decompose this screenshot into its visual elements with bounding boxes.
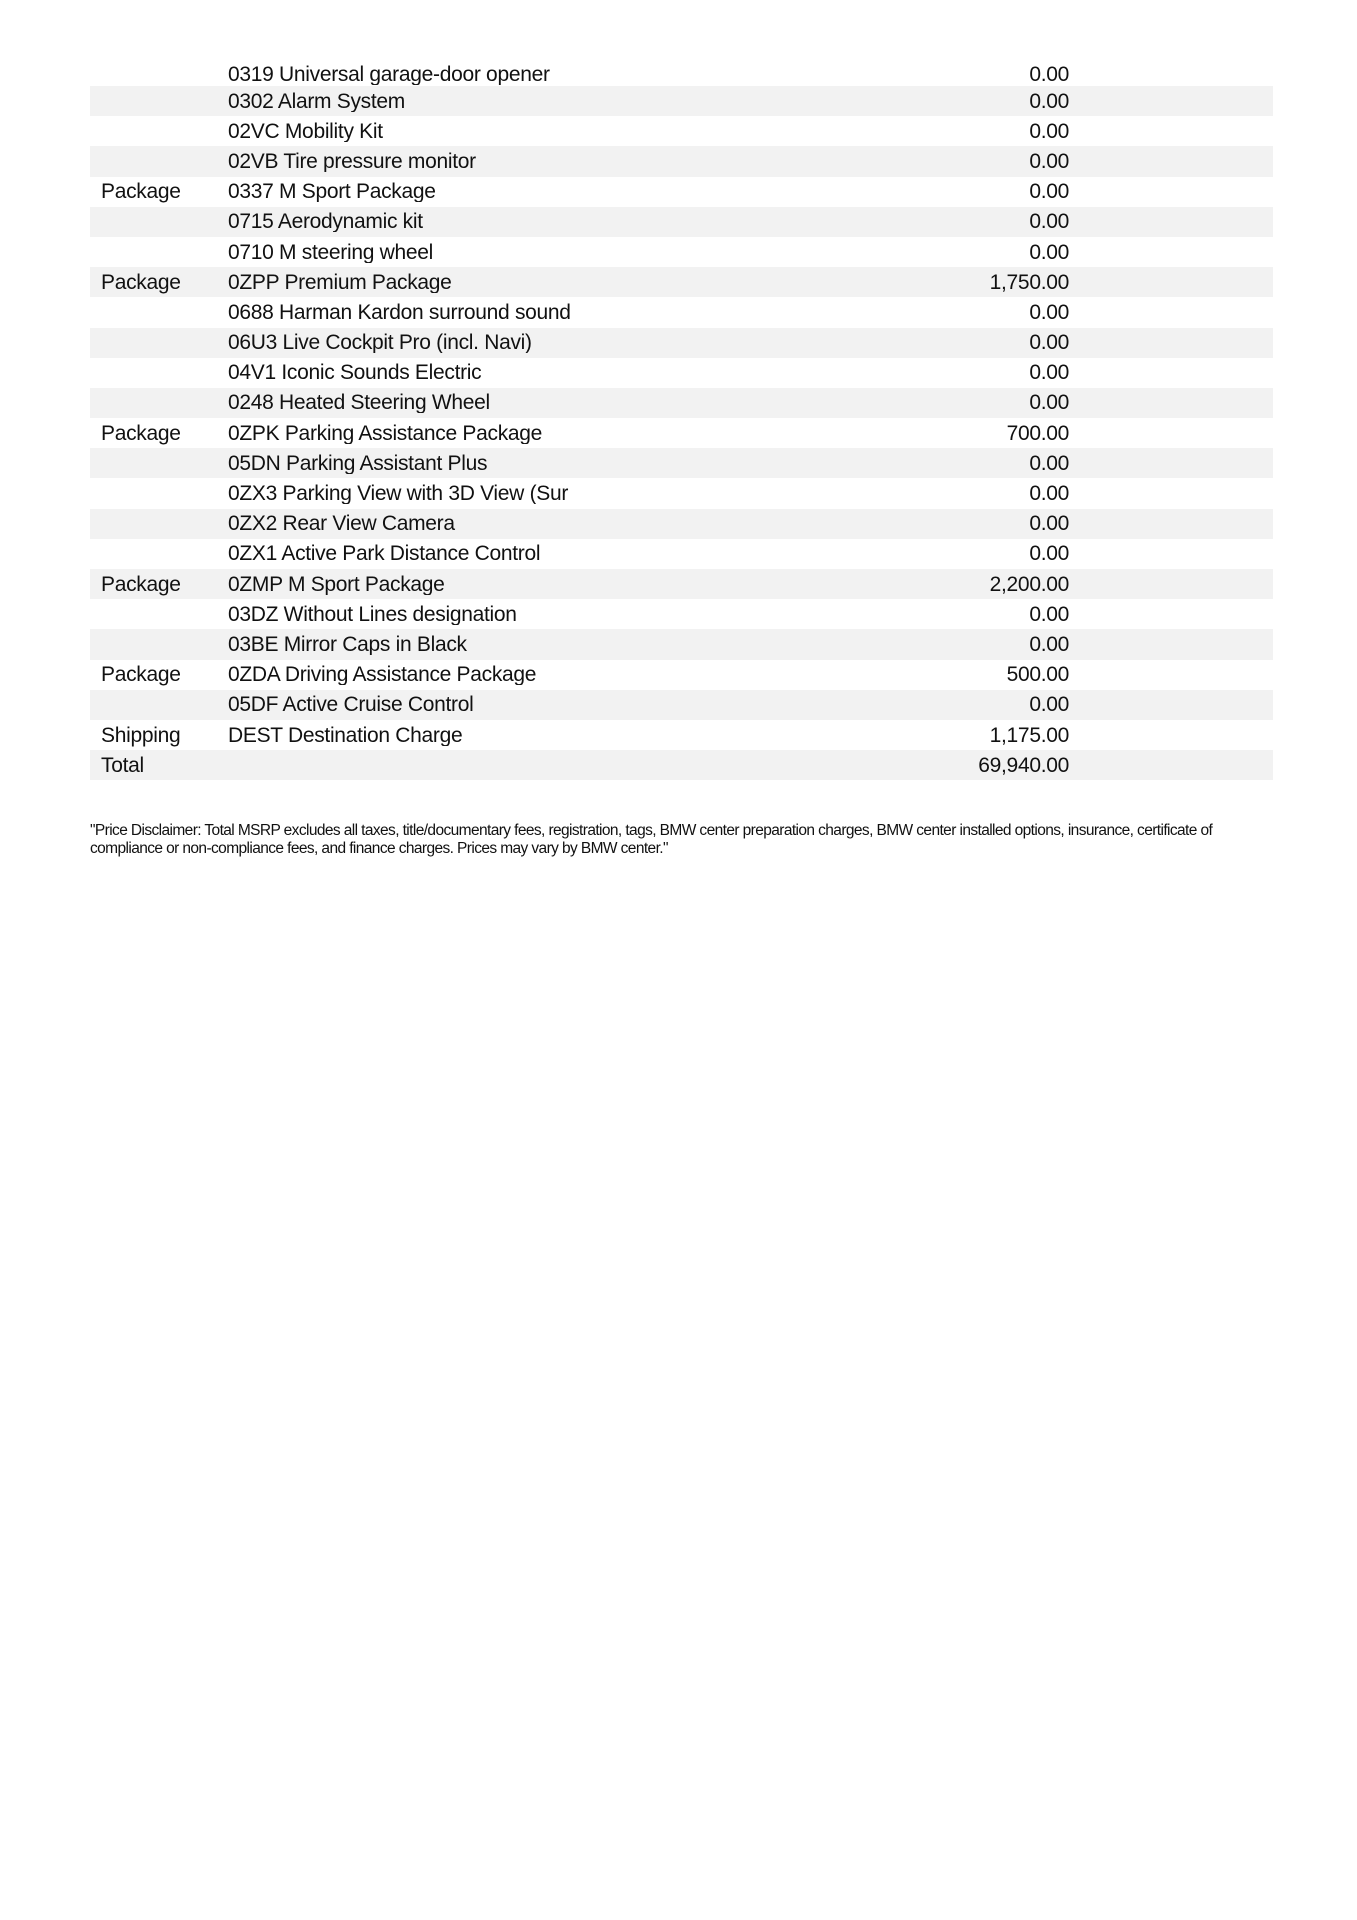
total-price: 69,940.00: [978, 753, 1069, 777]
row-price: 0.00: [1029, 512, 1069, 536]
table-row: [90, 448, 1273, 478]
table-row: [90, 690, 1273, 720]
row-description: 0688 Harman Kardon surround sound: [228, 301, 571, 323]
row-description: 02VC Mobility Kit: [228, 120, 383, 142]
row-category: Shipping: [101, 723, 181, 747]
row-price: 0.00: [1029, 180, 1069, 204]
row-price: 0.00: [1029, 300, 1069, 324]
table-row: [90, 539, 1273, 569]
row-price: 0.00: [1029, 361, 1069, 385]
row-description: 05DF Active Cruise Control: [228, 694, 474, 716]
table-row: [90, 358, 1273, 388]
row-price: 500.00: [1006, 663, 1069, 687]
row-description: 0248 Heated Steering Wheel: [228, 392, 490, 414]
row-price: 0.00: [1029, 331, 1069, 355]
table-row: [90, 237, 1273, 267]
table-row: [90, 267, 1273, 297]
row-price: 0.00: [1029, 632, 1069, 656]
row-description: 04V1 Iconic Sounds Electric: [228, 362, 482, 384]
row-description: 0319 Universal garage-door opener: [228, 63, 550, 85]
row-category: Package: [101, 270, 181, 294]
row-description: 0715 Aerodynamic kit: [228, 211, 423, 233]
row-description: 05DN Parking Assistant Plus: [228, 452, 488, 474]
table-row: [90, 116, 1273, 146]
table-row: [90, 418, 1273, 448]
row-category: Package: [101, 572, 181, 596]
row-price: 0.00: [1029, 693, 1069, 717]
row-description: 0337 M Sport Package: [228, 181, 436, 203]
row-price: 0.00: [1029, 210, 1069, 234]
row-price: 0.00: [1029, 391, 1069, 415]
row-price: 0.00: [1029, 602, 1069, 626]
total-label: Total: [101, 753, 144, 777]
table-row: [90, 478, 1273, 508]
table-row: [90, 509, 1273, 539]
row-description: 0710 M steering wheel: [228, 241, 433, 263]
row-description: 0ZX2 Rear View Camera: [228, 513, 455, 535]
total-row: [90, 750, 1273, 780]
table-row: [90, 388, 1273, 418]
row-category: Package: [101, 180, 181, 204]
row-description: 0ZMP M Sport Package: [228, 573, 445, 595]
table-row: [90, 86, 1273, 116]
table-row: [90, 177, 1273, 207]
table-row: [90, 660, 1273, 690]
row-price: 0.00: [1029, 482, 1069, 506]
row-price: 0.00: [1029, 119, 1069, 143]
row-price: 0.00: [1029, 542, 1069, 566]
row-price: 1,750.00: [989, 270, 1069, 294]
row-description: 0ZDA Driving Assistance Package: [228, 664, 537, 686]
table-row: [90, 569, 1273, 599]
table-row: [90, 146, 1273, 176]
row-description: 03BE Mirror Caps in Black: [228, 633, 467, 655]
row-price: 0.00: [1029, 89, 1069, 113]
row-price: 2,200.00: [989, 572, 1069, 596]
row-category: Package: [101, 421, 181, 445]
row-description: DEST Destination Charge: [228, 724, 463, 746]
row-description: 0ZPP Premium Package: [228, 271, 452, 293]
row-description: 0ZX1 Active Park Distance Control: [228, 543, 541, 565]
row-price: 0.00: [1029, 451, 1069, 475]
row-price: 0.00: [1029, 62, 1069, 86]
row-price: 0.00: [1029, 240, 1069, 264]
table-row: [90, 720, 1273, 750]
table-row: [90, 62, 1273, 86]
row-description: 02VB Tire pressure monitor: [228, 150, 476, 172]
row-price: 700.00: [1006, 421, 1069, 445]
row-price: 1,175.00: [989, 723, 1069, 747]
price-table: [90, 62, 1273, 780]
row-category: Package: [101, 663, 181, 687]
price-disclaimer: "Price Disclaimer: Total MSRP excludes all taxes, title/documentary fees, registration, tags, BMW center preparation charges, BMW center installed options, insurance, certificate of compliance or non-compliance fees, and finance charges. Prices may vary by BMW center.": [90, 821, 1213, 857]
row-price: 0.00: [1029, 149, 1069, 173]
table-row: [90, 297, 1273, 327]
row-description: 06U3 Live Cockpit Pro (incl. Navi): [228, 332, 532, 354]
table-row: [90, 599, 1273, 629]
row-description: 0302 Alarm System: [228, 90, 405, 112]
table-row: [90, 328, 1273, 358]
row-description: 0ZPK Parking Assistance Package: [228, 422, 543, 444]
row-description: 0ZX3 Parking View with 3D View (Sur: [228, 483, 569, 505]
table-row: [90, 207, 1273, 237]
table-row: [90, 629, 1273, 659]
row-description: 03DZ Without Lines designation: [228, 603, 517, 625]
